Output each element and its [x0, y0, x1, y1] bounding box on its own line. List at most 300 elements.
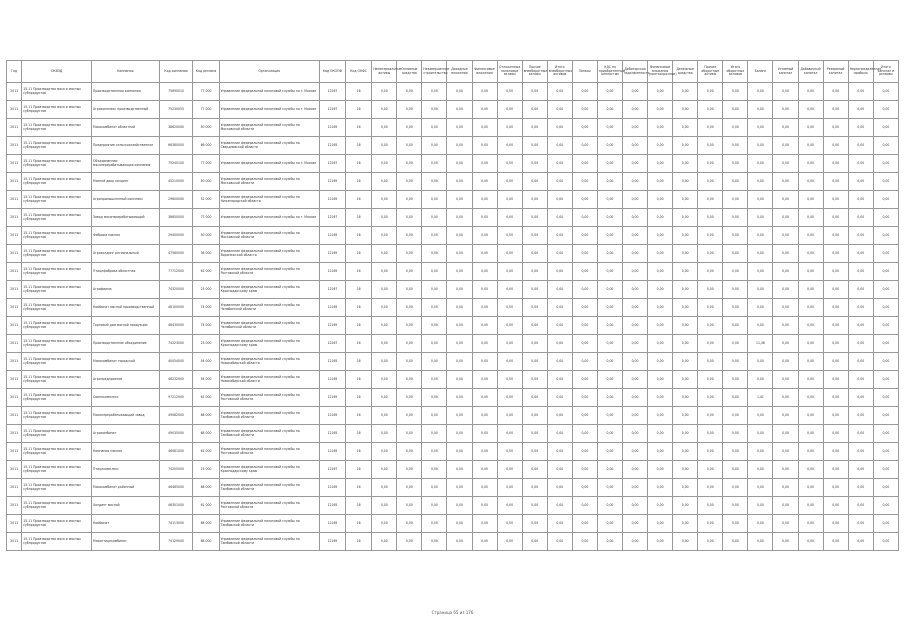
table-row	[7, 263, 899, 281]
table-cell: 46485000	[159, 479, 193, 497]
table-cell: 12165	[319, 371, 345, 389]
table-cell: 0,00	[698, 371, 723, 389]
table-cell: 0,00	[823, 389, 848, 407]
table-cell: 0,00	[547, 443, 572, 461]
table-cell: 15.11 Производство мяса и мясных субпродуктов	[22, 461, 92, 479]
table-cell: 0,00	[698, 101, 723, 119]
table-cell: 46301000	[159, 497, 193, 515]
table-cell: 0,00	[447, 443, 472, 461]
table-cell: 0,00	[848, 461, 873, 479]
table-cell: 0,00	[547, 515, 572, 533]
table-cell: 61 000	[193, 263, 219, 281]
table-cell: 0,00	[698, 533, 723, 551]
table-cell: Агропромышленный комплекс	[92, 191, 160, 209]
table-cell: 0,00	[748, 191, 773, 209]
table-cell: 15.11 Производство мяса и мясных субпродуктов	[22, 281, 92, 299]
table-cell: Агрокомплекс производственный	[92, 101, 160, 119]
table-cell: 0,00	[522, 425, 547, 443]
table-cell: 0,00	[698, 389, 723, 407]
table-cell: 0,00	[623, 299, 648, 317]
table-cell: 0,00	[673, 461, 698, 479]
table-cell: 0,00	[648, 317, 673, 335]
table-cell: 0,00	[422, 101, 447, 119]
table-cell: 0,00	[748, 173, 773, 191]
table-cell: 77 000	[193, 101, 219, 119]
table-cell: 0,00	[723, 497, 748, 515]
table-cell: 15.11 Производство мяса и мясных субпродуктов	[22, 443, 92, 461]
table-cell: Агропредприятие	[92, 371, 160, 389]
table-cell: 50 000	[193, 173, 219, 191]
table-cell: 0,00	[848, 209, 873, 227]
table-cell: 68 000	[193, 533, 219, 551]
table-cell: 0,00	[572, 263, 597, 281]
table-cell: 0,00	[798, 299, 823, 317]
table-cell: 12165	[319, 515, 345, 533]
table-cell: 0,00	[372, 515, 397, 533]
table-cell: 0,00	[497, 425, 522, 443]
table-cell: 0,00	[597, 227, 622, 245]
table-cell: 0,00	[748, 371, 773, 389]
table-cell: 0,00	[572, 461, 597, 479]
table-cell: 0,00	[497, 155, 522, 173]
table-cell: 0,00	[547, 317, 572, 335]
table-cell: 0,00	[547, 407, 572, 425]
table-cell: 23 000	[193, 335, 219, 353]
table-cell: 68 000	[193, 425, 219, 443]
table-cell: 0,00	[723, 353, 748, 371]
table-cell: 0,00	[497, 119, 522, 137]
table-cell: 0,00	[698, 155, 723, 173]
table-cell: 0,00	[723, 245, 748, 263]
table-cell: 0,00	[798, 155, 823, 173]
table-cell: 0,00	[572, 317, 597, 335]
table-cell: 0,00	[397, 533, 422, 551]
table-cell: 0,00	[397, 317, 422, 335]
table-cell: Птицекомплекс	[92, 461, 160, 479]
table-cell: 75240100	[159, 155, 193, 173]
table-cell: 0,00	[397, 101, 422, 119]
table-cell: 0,00	[372, 263, 397, 281]
table-cell: 0,00	[497, 407, 522, 425]
table-cell: 0,00	[572, 479, 597, 497]
table-cell: 0,00	[597, 389, 622, 407]
table-cell: 0,00	[673, 371, 698, 389]
table-cell: 0,00	[648, 173, 673, 191]
table-cell: 0,00	[848, 299, 873, 317]
table-cell: 0,00	[497, 245, 522, 263]
table-cell: 0,00	[823, 155, 848, 173]
table-cell: 0,00	[798, 281, 823, 299]
table-cell: 0,00	[572, 407, 597, 425]
table-cell: 0,00	[472, 191, 497, 209]
table-cell: 61 000	[193, 389, 219, 407]
table-row	[7, 407, 899, 425]
table-cell: 2011	[7, 101, 22, 119]
column-header: Отложенные налоговые активы	[497, 61, 522, 83]
table-cell: 0,00	[673, 263, 698, 281]
table-cell: 0,00	[873, 299, 898, 317]
table-cell: 0,00	[748, 155, 773, 173]
table-cell: 0,00	[723, 461, 748, 479]
table-cell: 61 000	[193, 497, 219, 515]
column-header: Организация	[219, 61, 319, 83]
table-cell: 0,00	[547, 209, 572, 227]
table-cell: 0,00	[422, 461, 447, 479]
table-cell: 75690010	[159, 83, 193, 101]
column-header: Основные средства	[397, 61, 422, 83]
column-header: Итого капитал и резервы	[873, 61, 898, 83]
table-cell: Мясокомбинат районный	[92, 479, 160, 497]
table-cell: 0,00	[572, 119, 597, 137]
table-cell: 0,00	[748, 353, 773, 371]
table-cell: 0,00	[698, 173, 723, 191]
table-cell: 0,00	[397, 83, 422, 101]
table-cell: 29450000	[159, 227, 193, 245]
table-cell: 0,00	[372, 407, 397, 425]
table-cell: 0,00	[472, 245, 497, 263]
table-cell: 0,00	[447, 461, 472, 479]
table-cell: 0,00	[873, 497, 898, 515]
table-cell: 0,00	[698, 317, 723, 335]
table-cell: 0,00	[698, 479, 723, 497]
table-cell: 0,00	[522, 173, 547, 191]
table-cell: 0,00	[673, 353, 698, 371]
table-cell: Управление федеральной налоговой службы по г. Москве	[219, 209, 319, 227]
table-cell: 0,00	[673, 335, 698, 353]
table-cell: 0,00	[497, 173, 522, 191]
table-cell: 0,00	[848, 101, 873, 119]
table-cell: 0,00	[497, 461, 522, 479]
table-cell: 0,00	[748, 137, 773, 155]
table-cell: 2011	[7, 263, 22, 281]
table-cell: Управление федеральной налоговой службы по Тамбовской области	[219, 515, 319, 533]
table-cell: 0,00	[648, 155, 673, 173]
table-cell: 0,00	[723, 479, 748, 497]
table-cell: 0,00	[798, 137, 823, 155]
table-cell: Управление федеральной налоговой службы по Челябинской области	[219, 299, 319, 317]
table-cell: 2011	[7, 515, 22, 533]
column-header: Незавершенное строительство	[422, 61, 447, 83]
table-cell: 0,00	[472, 515, 497, 533]
table-cell: 12165	[319, 497, 345, 515]
table-cell: Управление федеральной налоговой службы по Московской области	[219, 119, 319, 137]
table-cell: Управление федеральной налоговой службы по Ростовской области	[219, 389, 319, 407]
table-cell: 0,00	[698, 407, 723, 425]
table-row	[7, 173, 899, 191]
table-cell: 0,00	[773, 155, 798, 173]
table-cell: 15.11 Производство мяса и мясных субпродуктов	[22, 497, 92, 515]
table-cell: 0,00	[447, 281, 472, 299]
table-cell: 0,00	[547, 137, 572, 155]
table-cell: 0,00	[723, 515, 748, 533]
table-cell: 0,00	[397, 209, 422, 227]
table-row	[7, 101, 899, 119]
table-cell: 15.11 Производство мяса и мясных субпродуктов	[22, 155, 92, 173]
table-cell: 0,00	[447, 209, 472, 227]
table-cell: 0,00	[673, 137, 698, 155]
table-cell: 0,00	[397, 263, 422, 281]
table-cell: 0,00	[547, 335, 572, 353]
table-row	[7, 317, 899, 335]
table-cell: 0,00	[698, 497, 723, 515]
table-cell: 0,00	[547, 101, 572, 119]
table-cell: 0,00	[623, 137, 648, 155]
table-cell: 0,00	[623, 173, 648, 191]
table-cell: 15.11 Производство мяса и мясных субпродуктов	[22, 317, 92, 335]
table-cell: 0,00	[623, 281, 648, 299]
table-cell: Компания мясная	[92, 443, 160, 461]
table-cell: 23 000	[193, 281, 219, 299]
table-cell: 0,00	[497, 497, 522, 515]
table-cell: 23 000	[193, 461, 219, 479]
table-cell: 0,00	[597, 245, 622, 263]
table-cell: 0,00	[497, 83, 522, 101]
table-cell: Управление федеральной налоговой службы по Свердловской области	[219, 137, 319, 155]
table-cell: 0,00	[773, 119, 798, 137]
table-cell: 0,00	[723, 533, 748, 551]
table-cell: 0,00	[773, 461, 798, 479]
table-cell: 0,00	[623, 353, 648, 371]
table-cell: 68 000	[193, 479, 219, 497]
table-cell: 0,00	[522, 281, 547, 299]
table-cell: 0,00	[422, 407, 447, 425]
table-cell: 16	[346, 425, 372, 443]
table-cell: 0,00	[572, 245, 597, 263]
table-cell: 0,00	[673, 209, 698, 227]
table-cell: Управление федеральной налоговой службы по Тамбовской области	[219, 425, 319, 443]
table-cell: 15.11 Производство мяса и мясных субпродуктов	[22, 137, 92, 155]
table-cell: 0,00	[522, 479, 547, 497]
table-cell: 0,00	[472, 479, 497, 497]
table-cell: 46081000	[159, 443, 193, 461]
table-cell: 0,00	[397, 425, 422, 443]
table-row	[7, 371, 899, 389]
table-cell: 0,00	[823, 263, 848, 281]
table-cell: 0,00	[698, 245, 723, 263]
table-cell: 0,00	[397, 389, 422, 407]
table-cell: 0,00	[848, 263, 873, 281]
table-cell: 0,00	[823, 515, 848, 533]
table-cell: 0,00	[673, 317, 698, 335]
table-cell: Комбинат мясной производственный	[92, 299, 160, 317]
table-row	[7, 479, 899, 497]
table-cell: 0,00	[848, 533, 873, 551]
table-cell: 15.11 Производство мяса и мясных субпродуктов	[22, 101, 92, 119]
table-row	[7, 299, 899, 317]
table-cell: Управление федеральной налоговой службы по Московской области	[219, 173, 319, 191]
table-cell: 0,00	[472, 209, 497, 227]
table-cell: 16	[346, 479, 372, 497]
table-cell: 0,00	[848, 497, 873, 515]
table-cell: 0,00	[848, 191, 873, 209]
table-cell: 0,00	[773, 227, 798, 245]
table-cell: 0,00	[798, 533, 823, 551]
table-row	[7, 389, 899, 407]
table-cell: 0,00	[597, 479, 622, 497]
table-cell: 0,00	[597, 533, 622, 551]
table-cell: 16	[346, 533, 372, 551]
table-cell: 0,00	[547, 479, 572, 497]
table-cell: 0,00	[397, 371, 422, 389]
table-cell: 0,00	[798, 209, 823, 227]
table-cell: 2011	[7, 209, 22, 227]
table-cell: 0,00	[798, 515, 823, 533]
table-cell: 0,00	[447, 83, 472, 101]
table-cell: 2011	[7, 137, 22, 155]
table-cell: 0,00	[472, 371, 497, 389]
table-cell: Предприятие сельскохозяйственное	[92, 137, 160, 155]
table-cell: 0,00	[673, 515, 698, 533]
table-cell: 0,00	[597, 263, 622, 281]
table-cell: 0,00	[547, 83, 572, 101]
table-cell: 0,00	[472, 155, 497, 173]
table-cell: 77 000	[193, 83, 219, 101]
table-cell: 0,00	[623, 515, 648, 533]
table-cell: 0,00	[422, 515, 447, 533]
table-cell: 0,00	[748, 101, 773, 119]
table-cell: 0,00	[873, 533, 898, 551]
table-cell: 0,00	[698, 335, 723, 353]
table-cell: 0,00	[372, 371, 397, 389]
table-cell: 0,00	[422, 353, 447, 371]
table-cell: 0,00	[522, 371, 547, 389]
table-cell: 0,00	[673, 407, 698, 425]
table-cell: 0,00	[748, 263, 773, 281]
table-cell: 0,00	[673, 119, 698, 137]
table-cell: 46232000	[159, 371, 193, 389]
table-cell: 0,00	[648, 299, 673, 317]
table-cell: Управление федеральной налоговой службы по Ростовской области	[219, 443, 319, 461]
table-cell: 0,00	[673, 389, 698, 407]
table-cell: 0,00	[873, 443, 898, 461]
table-cell: 0,00	[597, 173, 622, 191]
table-cell: 0,00	[572, 227, 597, 245]
table-cell: 0,00	[823, 137, 848, 155]
table-cell: 0,00	[798, 245, 823, 263]
table-cell: 2011	[7, 191, 22, 209]
table-cell: 0,00	[823, 281, 848, 299]
table-cell: 0,00	[372, 191, 397, 209]
table-cell: 0,00	[522, 407, 547, 425]
table-cell: 0,00	[648, 137, 673, 155]
table-cell: 0,00	[372, 209, 397, 227]
table-cell: 15.11 Производство мяса и мясных субпродуктов	[22, 389, 92, 407]
table-cell: 2011	[7, 173, 22, 191]
table-row	[7, 335, 899, 353]
table-cell: 12165	[319, 173, 345, 191]
table-cell: 0,00	[748, 299, 773, 317]
table-cell: Управление федеральной налоговой службы по Нижегородской области	[219, 191, 319, 209]
table-row	[7, 137, 899, 155]
table-cell: 0,00	[623, 101, 648, 119]
table-cell: 77712000	[159, 263, 193, 281]
table-cell: 0,00	[773, 299, 798, 317]
table-cell: 0,00	[447, 389, 472, 407]
table-cell: 2011	[7, 227, 22, 245]
table-cell: 0,00	[623, 209, 648, 227]
table-cell: 0,00	[522, 389, 547, 407]
page-number: Страница 65 из 176	[431, 610, 474, 615]
table-cell: 2011	[7, 335, 22, 353]
table-cell: 16	[346, 191, 372, 209]
table-cell: 0,00	[547, 425, 572, 443]
table-cell: 2011	[7, 371, 22, 389]
table-cell: 12165	[319, 191, 345, 209]
table-cell: 0,00	[873, 389, 898, 407]
table-cell: 77 000	[193, 209, 219, 227]
table-cell: 0,00	[597, 353, 622, 371]
table-cell: 0,00	[773, 335, 798, 353]
table-cell: 0,00	[773, 173, 798, 191]
table-cell: 0,00	[597, 191, 622, 209]
table-cell: 16	[346, 227, 372, 245]
table-cell: 0,00	[372, 83, 397, 101]
table-cell: 0,00	[823, 317, 848, 335]
table-cell: Мясной двор холдинг	[92, 173, 160, 191]
table-cell: 0,00	[372, 425, 397, 443]
table-cell: 0,00	[522, 515, 547, 533]
table-cell: 0,00	[848, 119, 873, 137]
table-cell: 0,00	[547, 371, 572, 389]
table-cell: 0,00	[798, 119, 823, 137]
table-cell: 0,00	[497, 281, 522, 299]
table-row	[7, 227, 899, 245]
table-cell: 0,00	[798, 335, 823, 353]
table-cell: 0,00	[422, 83, 447, 101]
table-cell: 0,00	[673, 245, 698, 263]
column-header: Добавочный капитал	[798, 61, 823, 83]
table-row	[7, 497, 899, 515]
table-cell: 0,00	[447, 515, 472, 533]
table-cell: 0,00	[798, 353, 823, 371]
table-cell: 15.11 Производство мяса и мясных субпродуктов	[22, 209, 92, 227]
table-cell: 0,00	[497, 443, 522, 461]
table-cell: 0,00	[472, 83, 497, 101]
table-cell: 0,00	[572, 137, 597, 155]
table-cell: 0,00	[422, 425, 447, 443]
table-cell: 15.11 Производство мяса и мясных субпродуктов	[22, 191, 92, 209]
table-cell: 0,00	[597, 119, 622, 137]
table-cell: 0,00	[597, 371, 622, 389]
table-cell: 0,00	[497, 209, 522, 227]
table-cell: 0,00	[572, 389, 597, 407]
table-cell: Управление федеральной налоговой службы по Тамбовской области	[219, 479, 319, 497]
table-cell: 0,00	[848, 155, 873, 173]
table-cell: 0,00	[848, 281, 873, 299]
table-cell: 0,00	[873, 155, 898, 173]
table-cell: 0,00	[823, 119, 848, 137]
table-row	[7, 425, 899, 443]
table-cell: 0,00	[673, 479, 698, 497]
column-header: Дебиторская задолженность	[623, 61, 648, 83]
table-cell: 0,00	[472, 101, 497, 119]
table-cell: 0,00	[447, 245, 472, 263]
table-cell: 2011	[7, 533, 22, 551]
table-cell: 0,00	[698, 515, 723, 533]
table-cell: 0,00	[748, 281, 773, 299]
table-cell: 0,00	[723, 389, 748, 407]
table-cell: 0,00	[572, 83, 597, 101]
table-cell: 0,00	[823, 101, 848, 119]
table-cell: 0,00	[422, 281, 447, 299]
table-cell: 0,00	[497, 101, 522, 119]
table-cell: 0,00	[472, 137, 497, 155]
table-cell: 0,00	[372, 173, 397, 191]
column-header: Нераспределенная прибыль	[848, 61, 873, 83]
table-cell: Управление федеральной налоговой службы по Московской области	[219, 227, 319, 245]
table-cell: 0,00	[447, 191, 472, 209]
table-cell: 0,00	[798, 263, 823, 281]
